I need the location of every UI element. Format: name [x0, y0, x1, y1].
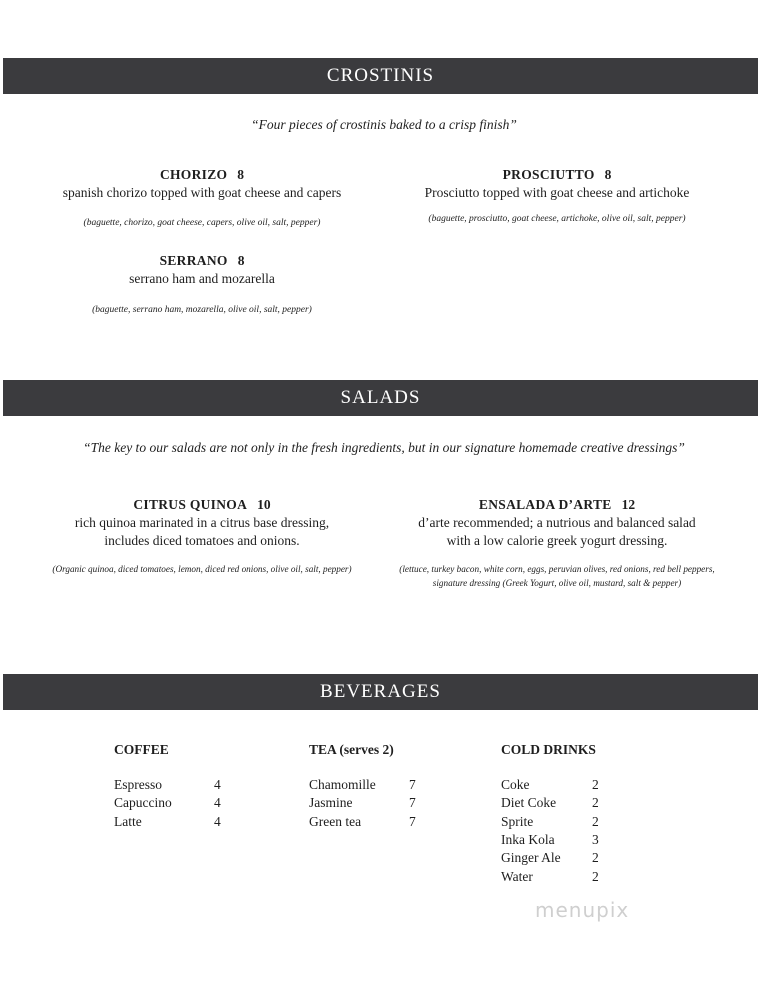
menu-item-prosciutto [367, 166, 747, 226]
list-item [501, 776, 612, 794]
salads-tagline: “The key to our salads are not only in the fresh ingredients, but in our signature homemade creative dressings” [83, 440, 685, 455]
item-price: 10 [257, 497, 271, 512]
crostinis-header [3, 58, 758, 94]
column-heading: COLD DRINKS [501, 742, 596, 757]
beverage-column-tea [309, 742, 429, 831]
crostinis-tagline: “Four pieces of crostinis baked to a crisp finish” [251, 117, 517, 132]
item-name: Inka Kola [501, 832, 555, 848]
crostinis-title: CROSTINIS [326, 65, 435, 86]
item-name: Espresso [114, 777, 162, 793]
item-price: 2 [592, 813, 599, 829]
list-item [114, 776, 234, 794]
list-item [309, 776, 429, 794]
list-item [501, 831, 612, 849]
item-description: serrano ham and mozarella [129, 271, 275, 286]
item-price: 7 [409, 795, 416, 811]
item-description-line1: d’arte recommended; a nutrious and balanced salad [418, 515, 696, 530]
item-price: 3 [592, 832, 599, 848]
item-price: 2 [592, 850, 599, 866]
item-description: spanish chorizo topped with goat cheese and capers [62, 185, 342, 200]
item-name: Capuccino [114, 795, 172, 811]
item-name: Latte [114, 813, 142, 829]
item-name: CITRUS QUINOA [133, 497, 248, 512]
beverages-title: BEVERAGES [320, 681, 441, 702]
list-item [501, 794, 612, 812]
item-price: 8 [604, 167, 612, 182]
item-price: 2 [592, 777, 599, 793]
item-price: 2 [592, 795, 599, 811]
beverage-column-cold-drinks [501, 742, 612, 886]
item-price: 7 [409, 777, 416, 793]
item-price: 7 [409, 813, 416, 829]
item-name: ENSALADA D’ARTE [478, 497, 612, 512]
item-name: Water [501, 868, 533, 884]
item-description-line1: rich quinoa marinated in a citrus base dressing, [74, 515, 330, 530]
item-name: Diet Coke [501, 795, 557, 811]
salads-header [3, 380, 758, 416]
menu-item-citrus-quinoa [12, 496, 392, 576]
list-item [501, 849, 612, 867]
item-name: SERRANO [159, 253, 228, 268]
item-price: 2 [592, 868, 599, 884]
list-item [309, 794, 429, 812]
list-item [309, 813, 429, 831]
item-ingredients: (baguette, serrano ham, mozarella, olive oil, salt, pepper) [92, 305, 312, 315]
beverages-header [3, 674, 758, 710]
salads-title: SALADS [340, 387, 421, 408]
item-ingredients-line2: signature dressing (Greek Yogurt, olive oil, mustard, salt & pepper) [432, 578, 682, 588]
menu-item-ensalada-darte [367, 496, 747, 590]
item-price: 4 [214, 813, 221, 829]
watermark-logo: menupix [535, 898, 630, 922]
item-ingredients: (baguette, prosciutto, goat cheese, artichoke, olive oil, salt, pepper) [428, 214, 686, 224]
item-price: 4 [214, 777, 221, 793]
item-name: PROSCIUTTO [502, 167, 595, 182]
item-name: Ginger Ale [501, 850, 561, 866]
item-name: Coke [501, 777, 530, 793]
item-name: Jasmine [309, 795, 353, 811]
item-price: 12 [621, 497, 636, 512]
column-heading: TEA (serves 2) [309, 742, 394, 757]
item-name: Green tea [309, 813, 362, 829]
beverage-column-coffee [114, 742, 234, 831]
list-item [501, 813, 612, 831]
list-item [114, 813, 234, 831]
item-description-line2: with a low calorie greek yogurt dressing. [446, 533, 668, 548]
item-description-line2: includes diced tomatoes and onions. [104, 533, 300, 548]
item-ingredients: (baguette, chorizo, goat cheese, capers, olive oil, salt, pepper) [83, 218, 321, 228]
menu-item-chorizo [12, 166, 392, 230]
item-name: Sprite [501, 813, 534, 829]
item-description: Prosciutto topped with goat cheese and artichoke [424, 185, 690, 200]
list-item [114, 794, 234, 812]
menu-item-serrano [12, 252, 392, 317]
item-price: 4 [214, 795, 221, 811]
item-price: 8 [237, 253, 245, 268]
item-price: 8 [237, 167, 245, 182]
column-heading: COFFEE [114, 742, 169, 757]
item-name: Chamomille [309, 777, 376, 793]
item-ingredients-line1: (lettuce, turkey bacon, white corn, eggs, peruvian olives, red onions, red bell peppers, [399, 564, 715, 574]
item-name: CHORIZO [159, 167, 228, 182]
list-item [501, 867, 612, 885]
item-ingredients: (Organic quinoa, diced tomatoes, lemon, diced red onions, olive oil, salt, pepper) [52, 564, 352, 574]
